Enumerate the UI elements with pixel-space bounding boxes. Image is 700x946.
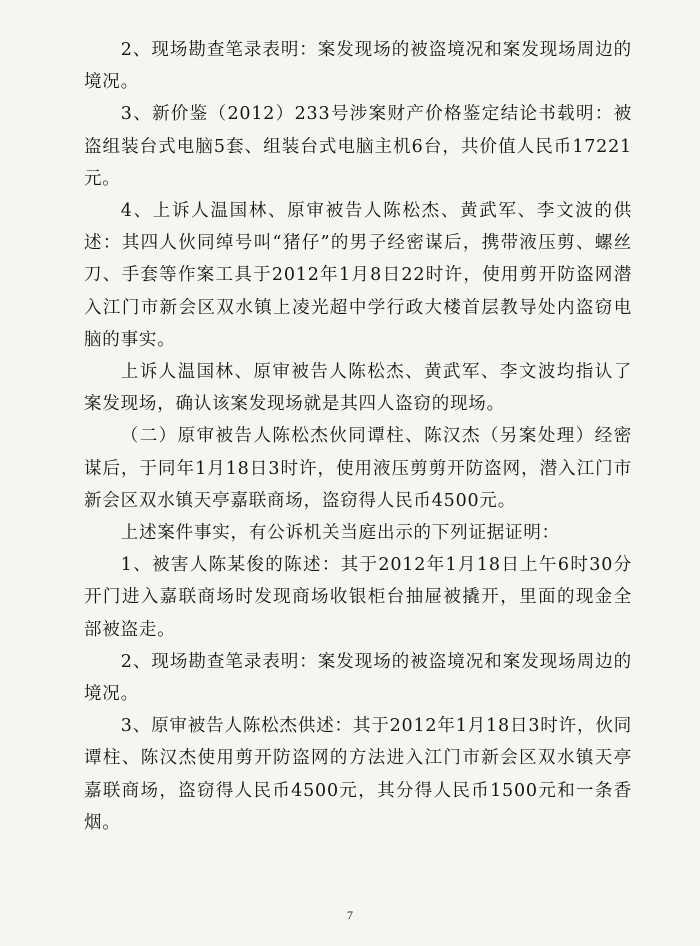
paragraph-case-two: （二）原审被告人陈松杰伙同谭柱、陈汉杰（另案处理）经密谋后，于同年1月18日3时许，使用液压剪剪开防盗网，潜入江门市新会区双水镇天亭嘉联商场，盗窃得人民币4500元。 [84,426,632,511]
paragraph-identification: 上诉人温国林、原审被告人陈松杰、黄武军、李文波均指认了案发现场，确认该案发现场就是其四人盗窃的现场。 [84,362,632,415]
document-body [84,34,632,839]
paragraph-evidence-intro: 上述案件事实，有公诉机关当庭出示的下列证据证明： [120,523,560,544]
paragraph-evidence-3: 3、新价鉴（2012）233号涉案财产价格鉴定结论书载明：被盗组装台式电脑5套、组装台式电脑主机6台，共价值人民币17221元。 [84,104,632,189]
paragraph-defendant-statement: 3、原审被告人陈松杰供述：其于2012年1月18日3时许，伙同谭柱、陈汉杰使用剪开防盗网的方法进入江门市新会区双水镇天亭嘉联商场，盗窃得人民币4500元，其分得人民币1500元和一条香烟。 [84,716,632,833]
paragraph-site-record: 2、现场勘查笔录表明：案发现场的被盗境况和案发现场周边的境况。 [84,651,632,705]
paragraph-victim-statement: 1、被害人陈某俊的陈述：其于2012年1月18日上午6时30分开门进入嘉联商场时发现商场收银柜台抽屉被撬开，里面的现金全部被盗走。 [84,555,632,640]
page-number: 7 [347,908,353,922]
paragraph-evidence-4: 4、上诉人温国林、原审被告人陈松杰、黄武军、李文波的供述：其四人伙同绰号叫“猪仔”的男子经密谋后，携带液压剪、螺丝刀、手套等作案工具于2012年1月8日22时许，使用剪开防盗网潜入江门市新会区双水镇上凌光超中学行政大楼首层教导处内盗窃电脑的事实。 [84,201,632,350]
paragraph-evidence-2: 2、现场勘查笔录表明：案发现场的被盗境况和案发现场周边的境况。 [84,40,632,93]
